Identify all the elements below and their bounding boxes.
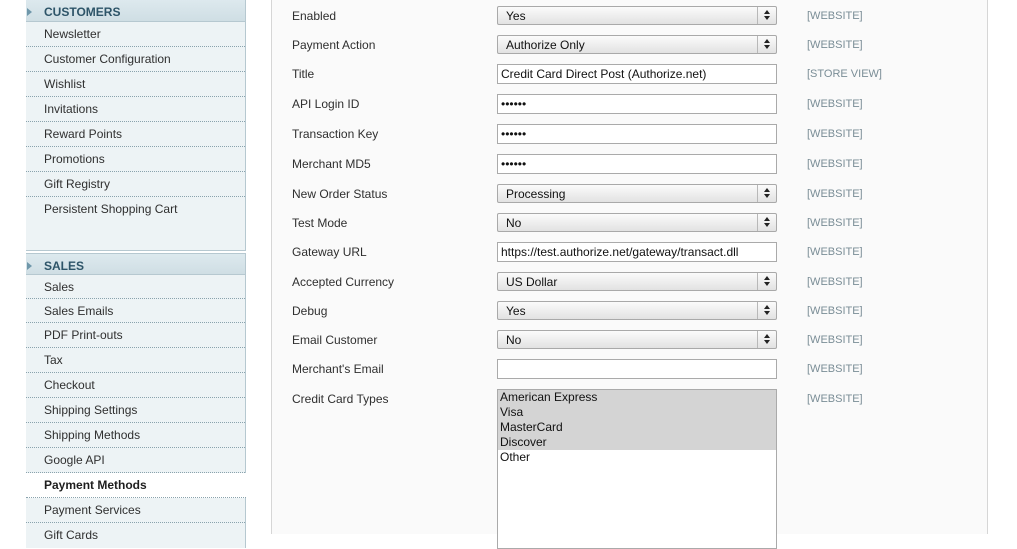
sidebar-item-newsletter[interactable]: Newsletter <box>26 22 245 47</box>
select-spinner-icon <box>757 331 776 348</box>
collapse-arrow-icon <box>27 262 32 270</box>
payment-action-select[interactable] <box>497 35 777 54</box>
scope-label: [WEBSITE] <box>807 217 863 229</box>
field-label: Enabled <box>292 9 337 23</box>
sidebar-item-payment-methods[interactable]: Payment Methods <box>26 473 246 498</box>
scope-label: [WEBSITE] <box>807 246 863 258</box>
row-new-order-status <box>272 184 989 208</box>
sidebar-item-shipping-methods[interactable]: Shipping Methods <box>26 423 245 448</box>
select-value: No <box>506 216 522 230</box>
scope-label: [WEBSITE] <box>807 363 863 375</box>
field-label: Debug <box>292 304 328 318</box>
sidebar-item-shipping-settings[interactable]: Shipping Settings <box>26 398 245 423</box>
credit-card-types-multiselect[interactable] <box>497 389 777 549</box>
new-order-status-select[interactable] <box>497 184 777 203</box>
cc-option-discover[interactable]: Discover <box>498 435 776 450</box>
select-value: Processing <box>506 187 566 201</box>
row-title <box>272 64 989 88</box>
nav-spacer <box>26 222 245 251</box>
transaction-key-input[interactable] <box>497 124 777 144</box>
select-spinner-icon <box>757 36 776 53</box>
debug-select[interactable] <box>497 301 777 320</box>
scope-label: [WEBSITE] <box>807 334 863 346</box>
sidebar-item-persistent-shopping-cart[interactable]: Persistent Shopping Cart <box>26 197 245 222</box>
sidebar-item-tax[interactable]: Tax <box>26 348 245 373</box>
field-label: Credit Card Types <box>292 392 389 406</box>
row-merchant-email <box>272 359 989 383</box>
scope-label: [WEBSITE] <box>807 39 863 51</box>
row-test-mode <box>272 213 989 237</box>
sidebar-item-google-api[interactable]: Google API <box>26 448 245 473</box>
sidebar-item-wishlist[interactable]: Wishlist <box>26 72 245 97</box>
row-gateway-url <box>272 242 989 266</box>
row-merchant-md5 <box>272 154 989 178</box>
row-transaction-key <box>272 124 989 148</box>
sidebar-item-gift-cards[interactable]: Gift Cards <box>26 523 245 548</box>
field-label: Merchant's Email <box>292 362 384 376</box>
sidebar-item-checkout[interactable]: Checkout <box>26 373 245 398</box>
scope-label: [WEBSITE] <box>807 98 863 110</box>
field-label: Transaction Key <box>292 127 379 141</box>
row-debug <box>272 301 989 325</box>
collapse-arrow-icon <box>27 8 32 16</box>
select-value: Yes <box>506 9 526 23</box>
row-credit-card-types <box>272 389 989 539</box>
select-value: Authorize Only <box>506 38 585 52</box>
row-accepted-currency <box>272 272 989 296</box>
email-customer-select[interactable] <box>497 330 777 349</box>
select-spinner-icon <box>757 7 776 24</box>
sidebar-item-reward-points[interactable]: Reward Points <box>26 122 245 147</box>
sidebar-item-pdf-print-outs[interactable]: PDF Print-outs <box>26 323 245 348</box>
row-api-login-id <box>272 94 989 118</box>
field-label: New Order Status <box>292 187 388 201</box>
section-title: CUSTOMERS <box>44 5 121 19</box>
field-label: API Login ID <box>292 97 360 111</box>
sidebar-item-sales-emails[interactable]: Sales Emails <box>26 299 245 323</box>
select-spinner-icon <box>757 273 776 290</box>
scope-label: [WEBSITE] <box>807 10 863 22</box>
cc-option-visa[interactable]: Visa <box>498 405 776 420</box>
sidebar-item-customer-configuration[interactable]: Customer Configuration <box>26 47 245 72</box>
sidebar-item-promotions[interactable]: Promotions <box>26 147 245 172</box>
sidebar-item-sales[interactable]: Sales <box>26 275 245 299</box>
field-label: Title <box>292 67 315 81</box>
customers-nav-list <box>26 22 246 251</box>
select-value: Yes <box>506 304 526 318</box>
row-email-customer <box>272 330 989 354</box>
scope-label: [WEBSITE] <box>807 393 863 405</box>
scope-label: [WEBSITE] <box>807 158 863 170</box>
row-enabled <box>272 6 989 30</box>
cc-option-other[interactable]: Other <box>500 450 531 464</box>
section-header-sales[interactable] <box>26 253 246 275</box>
merchant-email-input[interactable] <box>497 359 777 379</box>
sidebar-item-invitations[interactable]: Invitations <box>26 97 245 122</box>
field-label: Test Mode <box>292 216 348 230</box>
gateway-url-input[interactable] <box>497 242 777 262</box>
scope-label: [WEBSITE] <box>807 276 863 288</box>
select-spinner-icon <box>757 185 776 202</box>
title-input[interactable] <box>497 64 777 84</box>
section-title: SALES <box>44 259 85 273</box>
scope-label: [WEBSITE] <box>807 128 863 140</box>
test-mode-select[interactable] <box>497 213 777 232</box>
merchant-md5-input[interactable] <box>497 154 777 174</box>
config-sidebar <box>26 0 246 548</box>
select-value: No <box>506 333 522 347</box>
field-label: Email Customer <box>292 333 378 347</box>
cc-option-mastercard[interactable]: MasterCard <box>498 420 776 435</box>
field-label: Merchant MD5 <box>292 157 371 171</box>
cc-option-american-express[interactable]: American Express <box>498 390 776 405</box>
section-header-customers[interactable] <box>26 0 246 22</box>
scope-label: [WEBSITE] <box>807 188 863 200</box>
api-login-id-input[interactable] <box>497 94 777 114</box>
enabled-select[interactable] <box>497 6 777 25</box>
accepted-currency-select[interactable] <box>497 272 777 291</box>
field-label: Accepted Currency <box>292 275 395 289</box>
select-value: US Dollar <box>506 275 558 289</box>
scope-label: [WEBSITE] <box>807 305 863 317</box>
select-spinner-icon <box>757 214 776 231</box>
row-payment-action <box>272 35 989 59</box>
sidebar-item-payment-services[interactable]: Payment Services <box>26 498 245 523</box>
scope-label: [STORE VIEW] <box>807 68 882 80</box>
select-spinner-icon <box>757 302 776 319</box>
field-label: Gateway URL <box>292 245 367 259</box>
sidebar-item-gift-registry[interactable]: Gift Registry <box>26 172 245 197</box>
field-label: Payment Action <box>292 38 376 52</box>
sales-nav-list <box>26 275 246 548</box>
payment-method-config-form <box>271 0 988 534</box>
